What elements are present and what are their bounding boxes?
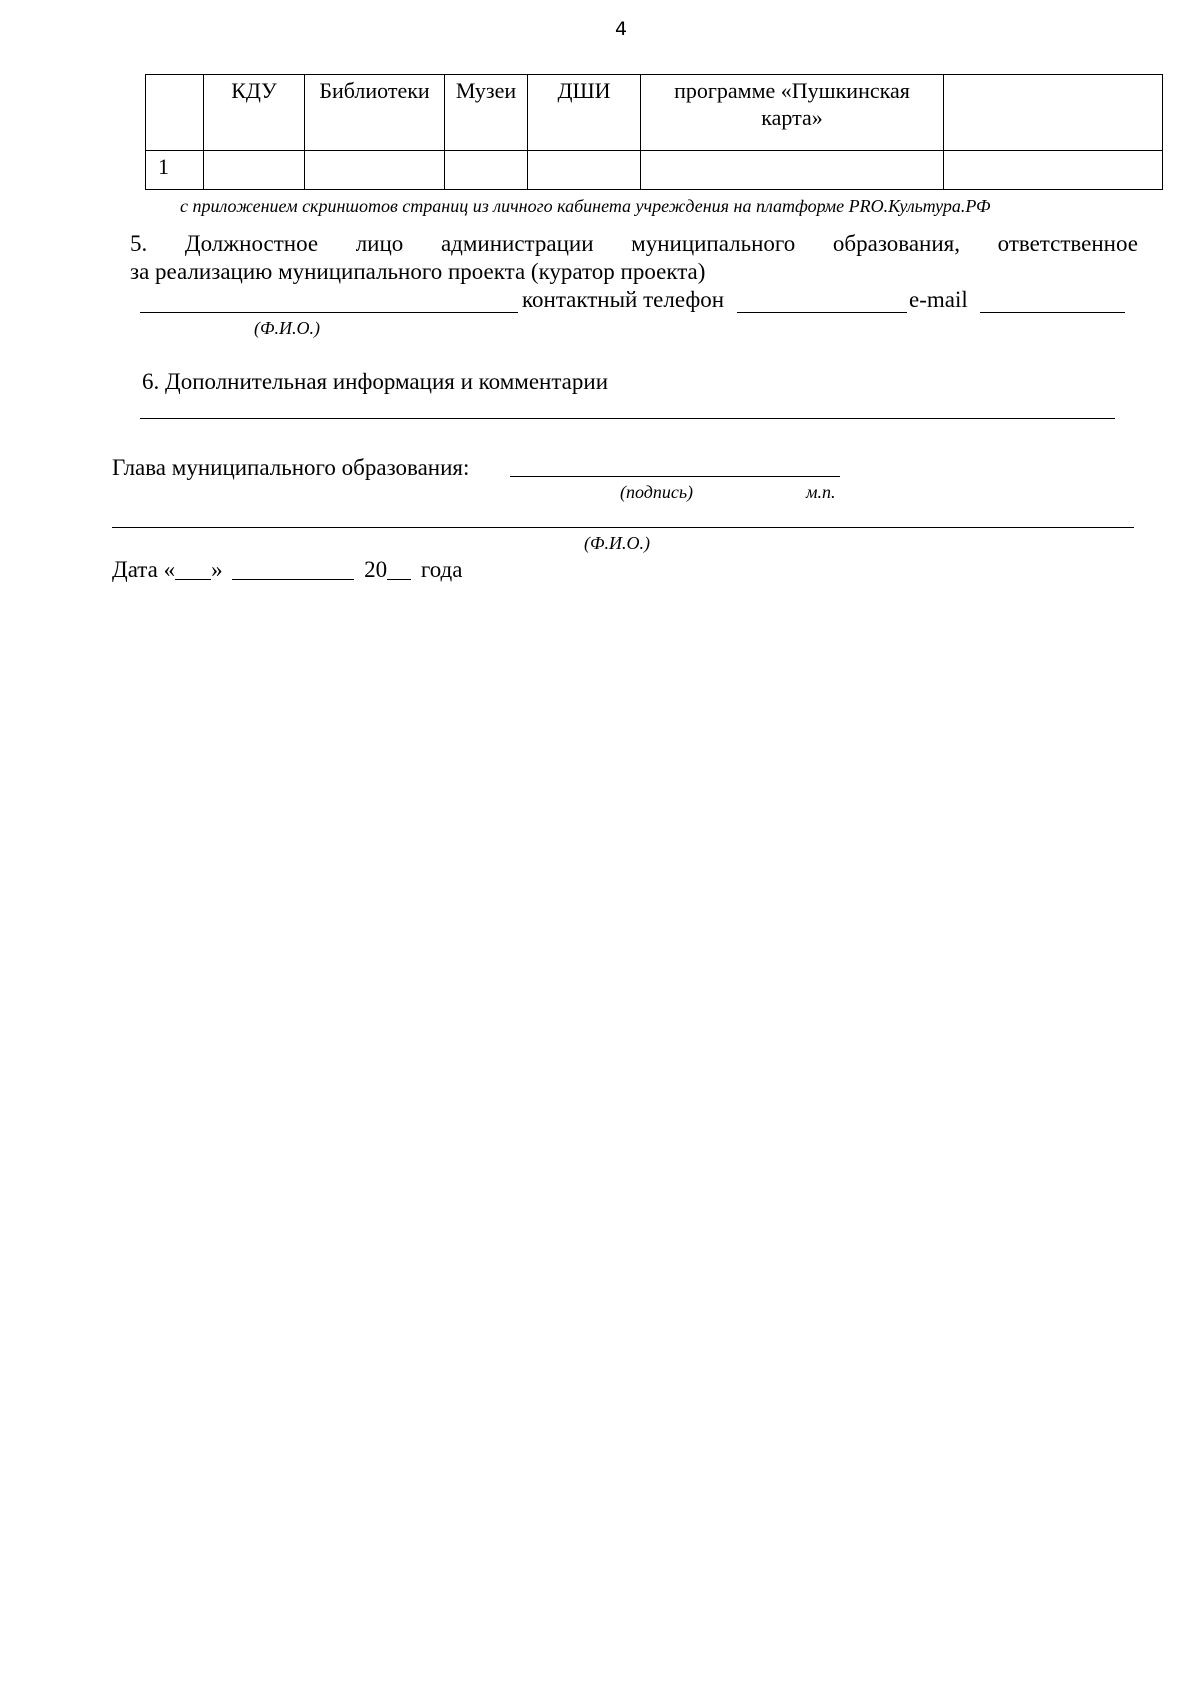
header-cell: программе «Пушкинская карта» (641, 75, 944, 151)
phone-label: контактный телефон (522, 287, 725, 312)
table-header-row (146, 75, 1163, 151)
section5-word: 5. (130, 231, 148, 256)
date-year-prefix: 20 (364, 557, 388, 582)
email-input-line[interactable] (980, 312, 1125, 313)
head-fio-caption: (Ф.И.О.) (584, 533, 650, 553)
section5-word: муниципального (631, 231, 796, 256)
section6-label: 6. Дополнительная информация и комментарии (142, 369, 608, 394)
signature-input-line[interactable] (510, 476, 840, 477)
date-year-field[interactable] (387, 559, 411, 580)
phone-input-line[interactable] (737, 312, 907, 313)
table-row (146, 151, 1163, 190)
fio-caption: (Ф.И.О.) (254, 318, 320, 338)
table-cell (944, 151, 1163, 190)
date-day-field[interactable] (175, 559, 211, 580)
date-suffix: года (420, 557, 463, 582)
culture-institutions-table (145, 74, 1163, 190)
table-note: с приложением скриншотов страниц из личного кабинета учреждения на платформе PRO.Культура.РФ (180, 196, 991, 216)
header-cell (146, 75, 204, 151)
stamp-caption: м.п. (806, 482, 836, 502)
date-month-field[interactable] (232, 559, 354, 580)
signature-caption: (подпись) (620, 482, 694, 502)
header-cell: Библиотеки (305, 75, 445, 151)
date-close-quote: » (211, 557, 223, 582)
table-cell (641, 151, 944, 190)
section5-word: образования, (832, 231, 960, 256)
section5-line2: за реализацию муниципального проекта (куратор проекта) (130, 259, 706, 284)
date-prefix: Дата « (112, 557, 176, 582)
head-label: Глава муниципального образования: (112, 455, 470, 480)
table-cell (445, 151, 528, 190)
fio-input-line[interactable] (140, 312, 518, 313)
header-cell: Музеи (445, 75, 528, 151)
header-cell: КДУ (204, 75, 305, 151)
table-cell (305, 151, 445, 190)
section5-word: администрации (440, 231, 594, 256)
section5-word: Должностное (184, 231, 319, 256)
table-cell (204, 151, 305, 190)
header-cell: ДШИ (528, 75, 641, 151)
comments-input-line[interactable] (140, 418, 1115, 419)
table-cell: 1 (146, 151, 204, 190)
head-fio-input-line[interactable] (112, 527, 1134, 528)
date-line (112, 556, 462, 584)
header-cell (944, 75, 1163, 151)
table-cell (528, 151, 641, 190)
email-label: e-mail (909, 287, 968, 312)
section5-word: лицо (355, 231, 404, 256)
section5-word: ответственное (997, 231, 1138, 256)
page-number: 4 (614, 18, 628, 40)
section5-line1 (130, 230, 1138, 258)
